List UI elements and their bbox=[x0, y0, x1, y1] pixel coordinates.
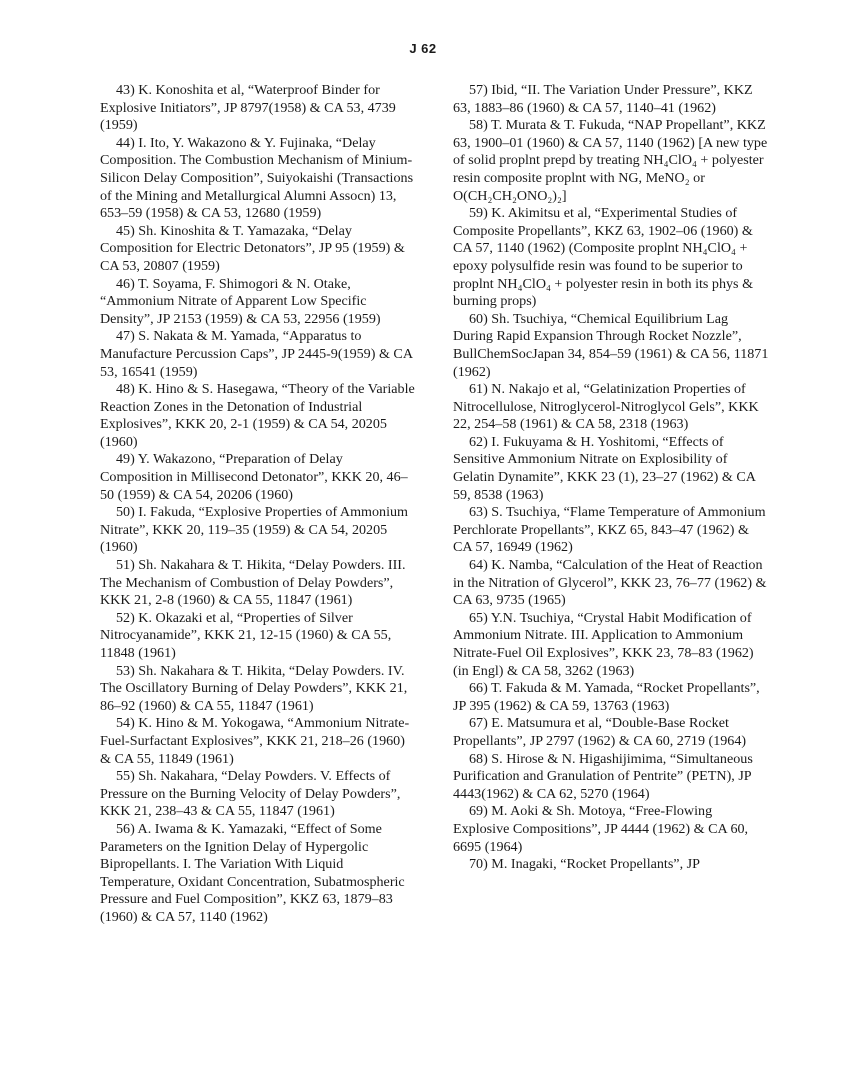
reference-60: 60) Sh. Tsuchiya, “Chemical Equilibrium Lag During Rapid Expansion Through Rocket Nozzle”, BullChemSocJapan 34, 854–59 (1961) & CA 56, 11871 (1962) bbox=[453, 310, 769, 380]
reference-70: 70) M. Inagaki, “Rocket Propellants”, JP bbox=[469, 856, 700, 873]
page-number-header: J 62 bbox=[409, 41, 437, 56]
reference-52: 52) K. Okazaki et al, “Properties of Silver Nitrocyanamide”, KKK 21, 12-15 (1960) & CA 55, 11848 (1961) bbox=[100, 609, 392, 661]
reference-47: 47) S. Nakata & M. Yamada, “Apparatus to Manufacture Percussion Caps”, JP 2445-9(1959) & CA 53, 16541 (1959) bbox=[100, 328, 413, 380]
reference-46: 46) T. Soyama, F. Shimogori & N. Otake, “Ammonium Nitrate of Apparent Low Specific Density”, JP 2153 (1959) & CA 53, 22956 (1959) bbox=[100, 275, 381, 327]
reference-56: 56) A. Iwama & K. Yamazaki, “Effect of Some Parameters on the Ignition Delay of Hypergolic Bipropellants. I. The Variation With Liquid Temperature, Oxidant Concentration, Subatmospheric Pressure and Fuel Composition”, KKZ 63, 1879–83 (1960) & CA 57, 1140 (1962) bbox=[100, 820, 405, 925]
reference-69: 69) M. Aoki & Sh. Motoya, “Free-Flowing Explosive Compositions”, JP 4444 (1962) & CA 60, 6695 (1964) bbox=[453, 803, 749, 855]
reference-54: 54) K. Hino & M. Yokogawa, “Ammonium Nitrate-Fuel-Surfactant Explosives”, KKK 21, 218–26 (1960) & CA 55, 11849 (1961) bbox=[100, 715, 410, 767]
reference-62: 62) I. Fukuyama & H. Yoshitomi, “Effects of Sensitive Ammonium Nitrate on Explosibility of Gelatin Dynamite”, KKK 23 (1), 23–27 (1962) & CA 59, 8538 (1963) bbox=[453, 433, 756, 503]
reference-65: 65) Y.N. Tsuchiya, “Crystal Habit Modification of Ammonium Nitrate. III. Application to Ammonium Nitrate-Fuel Oil Explosives”, KKK 23, 78–83 (1962) (in Engl) & CA 58, 3262 (1963) bbox=[453, 609, 754, 679]
reference-48: 48) K. Hino & S. Hasegawa, “Theory of the Variable Reaction Zones in the Detonation of Industrial Explosives”, KKK 20, 2-1 (1959) & CA 54, 20205 (1960) bbox=[100, 381, 415, 450]
reference-57: 57) Ibid, “II. The Variation Under Pressure”, KKZ 63, 1883–86 (1960) & CA 57, 1140–41 (1962) bbox=[453, 82, 753, 116]
reference-66: 66) T. Fakuda & M. Yamada, “Rocket Propellants”, JP 395 (1962) & CA 59, 13763 (1963) bbox=[453, 680, 760, 714]
reference-43: 43) K. Konoshita et al, “Waterproof Binder for Explosive Initiators”, JP 8797(1958) & CA 53, 4739 (1959) bbox=[100, 82, 396, 134]
reference-44: 44) I. Ito, Y. Wakazono & Y. Fujinaka, “Delay Composition. The Combustion Mechanism of Minium-Silicon Delay Composition”, Suiyokaishi (Transactions of the Mining and Metallurgical Alumni Assocn) 13, 653–59 (1958) & CA 53, 12680 (1959) bbox=[100, 134, 414, 222]
reference-55: 55) Sh. Nakahara, “Delay Powders. V. Effects of Pressure on the Burning Velocity of Delay Powders”, KKK 21, 238–43 & CA 55, 11847 (1961) bbox=[100, 768, 401, 820]
reference-64: 64) K. Namba, “Calculation of the Heat of Reaction in the Nitration of Glycerol”, KKK 23, 76–77 (1962) & CA 63, 9735 (1965) bbox=[453, 557, 767, 609]
reference-50: 50) I. Fakuda, “Explosive Properties of Ammonium Nitrate”, KKK 20, 119–35 (1959) & CA 54, 20205 (1960) bbox=[100, 504, 409, 556]
reference-67: 67) E. Matsumura et al, “Double-Base Rocket Propellants”, JP 2797 (1962) & CA 60, 2719 (1964) bbox=[453, 715, 747, 749]
reference-63: 63) S. Tsuchiya, “Flame Temperature of Ammonium Perchlorate Propellants”, KKZ 65, 843–47 (1962) & CA 57, 16949 (1962) bbox=[453, 504, 766, 556]
reference-45: 45) Sh. Kinoshita & T. Yamazaka, “Delay Composition for Electric Detonators”, JP 95 (1959) & CA 53, 20807 (1959) bbox=[100, 222, 405, 274]
reference-53: 53) Sh. Nakahara & T. Hikita, “Delay Powders. IV. The Oscillatory Burning of Delay Powders”, KKK 21, 86–92 (1960) & CA 55, 11847 (1961) bbox=[100, 662, 408, 714]
reference-59: 59) K. Akimitsu et al, “Experimental Studies of Composite Propellants”, KKZ 63, 1902–06 (1960) & CA 57, 1140 (1962) (Composite proplnt NH₄ClO₄ + epoxy polysulfide resin was found to be superior to proplnt NH₄ClO₄ + polyester resin in both its phys & burning props) bbox=[453, 205, 754, 310]
right-column bbox=[453, 82, 771, 874]
reference-61: 61) N. Nakajo et al, “Gelatinization Properties of Nitrocellulose, Nitroglycerol-Nitroglycol Gels”, KKK 22, 254–58 (1961) & CA 58, 2318 (1963) bbox=[453, 381, 759, 433]
reference-68: 68) S. Hirose & N. Higashijimima, “Simultaneous Purification and Granulation of Pentrite” (PETN), JP 4443(1962) & CA 62, 5270 (1964) bbox=[453, 750, 753, 802]
reference-51: 51) Sh. Nakahara & T. Hikita, “Delay Powders. III. The Mechanism of Combustion of Delay Powders”, KKK 21, 2-8 (1960) & CA 55, 11847 (1961) bbox=[100, 557, 406, 609]
reference-49: 49) Y. Wakazono, “Preparation of Delay Composition in Millisecond Detonator”, KKK 20, 46–50 (1959) & CA 54, 20206 (1960) bbox=[100, 451, 408, 503]
reference-58: 58) T. Murata & T. Fukuda, “NAP Propellant”, KKZ 63, 1900–01 (1960) & CA 57, 1140 (1962) [A new type of solid proplnt prepd by treating NH₄ClO₄ + polyester resin composite proplnt with NG, MeNO₂ or O(CH₂CH₂ONO₂)₂] bbox=[453, 117, 768, 204]
left-column bbox=[100, 82, 418, 927]
